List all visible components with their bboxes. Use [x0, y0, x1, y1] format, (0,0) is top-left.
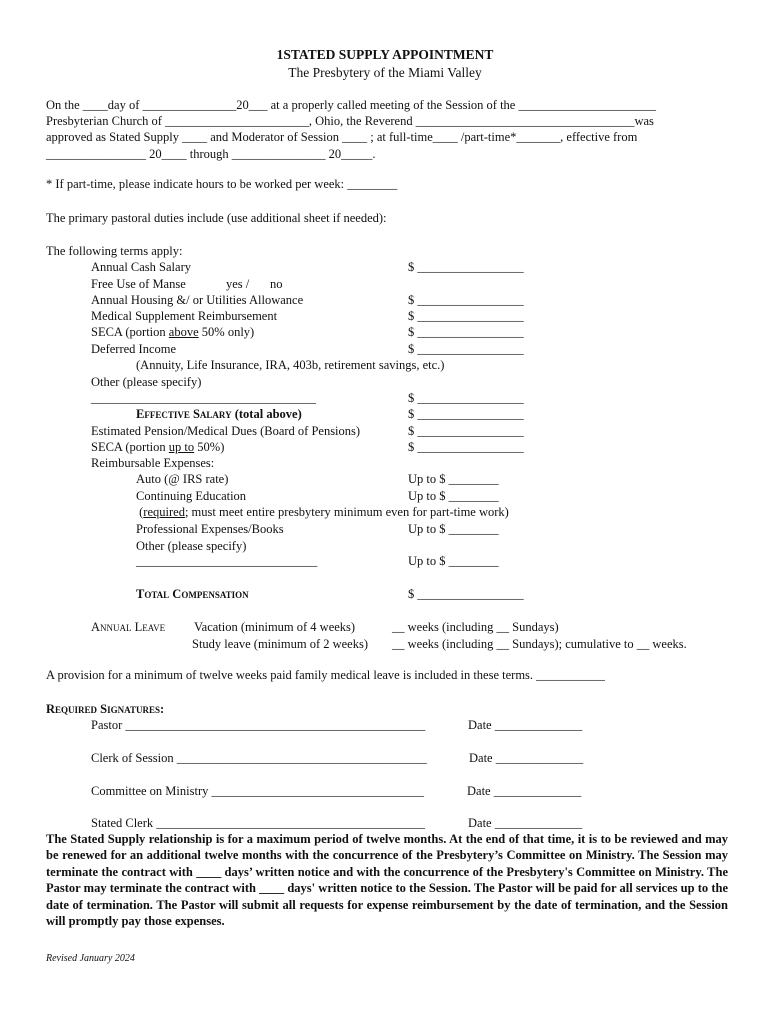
intro-line-4: ________________ 20____ through _______________ 20_____.: [46, 147, 376, 161]
clerk-date-line[interactable]: Date ______________: [469, 751, 584, 765]
deferred-income-note: (Annuity, Life Insurance, IRA, 403b, retirement savings, etc.): [136, 358, 445, 372]
closing-paragraph: The Stated Supply relationship is for a maximum period of twelve months. At the end of that time, it is to be reviewed and may be renewed for an additional twelve months with the concurrence of the Presbytery’s Committee on Ministry. The Session may terminate the contract with ____ days’ written notice and with the concurrence of the Presbytery's Committee on Ministry. The Pastor may terminate the contract with ____ days' written notice to the Session. The Pastor will be paid for all services up to the date of termination. The Pastor will submit all requests for expense reimbursement by the date of termination, and the Session will promptly pay those expenses.: [46, 832, 728, 929]
pastor-signature-line[interactable]: Pastor ________________________________________________: [91, 718, 426, 732]
duties-line: The primary pastoral duties include (use additional sheet if needed):: [46, 211, 387, 225]
seca-upto-field[interactable]: $ _________________: [408, 440, 524, 454]
effective-salary-label: [136, 406, 302, 422]
ce-note-text: ; must meet entire presbytery minimum even for part-time work): [184, 505, 509, 519]
stated-clerk-date-line[interactable]: Date ______________: [468, 816, 583, 830]
other-label: Other (please specify): [91, 375, 202, 389]
revision-note: Revised January 2024: [46, 953, 135, 964]
seca-above-label: [91, 324, 254, 340]
seca-above-emphasis: above: [168, 325, 199, 339]
reimbursable-expenses-label: Reimbursable Expenses:: [91, 456, 215, 470]
family-leave-line: A provision for a minimum of twelve weeks paid family medical leave is included in these terms. ___________: [46, 668, 605, 682]
seca-above-suffix: 50% only): [198, 325, 255, 339]
effective-salary-suffix: (total above): [231, 407, 302, 421]
annual-cash-salary-label: Annual Cash Salary: [91, 260, 191, 274]
professional-expenses-field[interactable]: Up to $ ________: [408, 522, 499, 536]
total-compensation-field[interactable]: $ _________________: [408, 587, 524, 601]
professional-expenses-label: Professional Expenses/Books: [136, 522, 284, 536]
intro-line-2: Presbyterian Church of _______________________, Ohio, the Reverend ___________________________________was: [46, 114, 654, 128]
document-subtitle: The Presbytery of the Miami Valley: [288, 65, 482, 80]
continuing-education-label: Continuing Education: [136, 489, 247, 503]
deferred-income-field[interactable]: $ _________________: [408, 342, 524, 356]
medical-supplement-label: Medical Supplement Reimbursement: [91, 309, 278, 323]
vacation-label: Vacation (minimum of 4 weeks): [194, 620, 356, 634]
stated-clerk-signature-line[interactable]: Stated Clerk ___________________________________________: [91, 816, 426, 830]
pension-dues-field[interactable]: $ _________________: [408, 424, 524, 438]
housing-allowance-label: Annual Housing &/ or Utilities Allowance: [91, 293, 304, 307]
pastor-date-line[interactable]: Date ______________: [468, 718, 583, 732]
other-specify-value-field[interactable]: Up to $ ________: [408, 554, 499, 568]
manse-yes-option[interactable]: yes /: [226, 277, 250, 291]
signatures-heading: Required Signatures:: [46, 702, 165, 716]
terms-intro: The following terms apply:: [46, 244, 183, 258]
seca-upto-prefix: SECA (portion: [91, 440, 169, 454]
vacation-terms-field[interactable]: __ weeks (including __ Sundays): [392, 620, 559, 634]
continuing-education-field[interactable]: Up to $ ________: [408, 489, 499, 503]
free-manse-label: Free Use of Manse: [91, 277, 186, 291]
document-title: 1STATED SUPPLY APPOINTMENT: [276, 47, 494, 62]
total-compensation-label: Total Compensation: [136, 587, 249, 601]
other-value-field[interactable]: $ _________________: [408, 391, 524, 405]
seca-upto-emphasis: up to: [168, 440, 195, 454]
continuing-education-note: (required; must meet entire presbytery minimum even for part-time work): [136, 505, 509, 519]
effective-salary-field[interactable]: $ _________________: [408, 407, 524, 421]
committee-signature-line[interactable]: Committee on Ministry __________________________________: [91, 784, 424, 798]
other-blank-field[interactable]: ____________________________________: [91, 391, 316, 405]
intro-line-1: On the ____day of _______________20___ at a properly called meeting of the Session of the ______________________: [46, 98, 656, 112]
clerk-signature-line[interactable]: Clerk of Session ________________________________________: [91, 751, 427, 765]
study-leave-label: Study leave (minimum of 2 weeks): [192, 637, 369, 651]
study-leave-terms-field[interactable]: __ weeks (including __ Sundays); cumulative to __ weeks.: [392, 637, 687, 651]
seca-above-field[interactable]: $ _________________: [408, 325, 524, 339]
seca-upto-label: [91, 439, 224, 455]
manse-no-option[interactable]: no: [270, 277, 283, 291]
ce-required-emphasis: required: [143, 505, 185, 519]
medical-supplement-field[interactable]: $ _________________: [408, 309, 524, 323]
committee-date-line[interactable]: Date ______________: [467, 784, 582, 798]
housing-allowance-field[interactable]: $ _________________: [408, 293, 524, 307]
annual-leave-label: Annual Leave: [91, 620, 166, 634]
seca-upto-suffix: 50%): [194, 440, 225, 454]
seca-above-prefix: SECA (portion: [91, 325, 169, 339]
part-time-note: * If part-time, please indicate hours to be worked per week: ________: [46, 177, 398, 191]
other-specify-label: Other (please specify): [136, 539, 247, 553]
deferred-income-label: Deferred Income: [91, 342, 177, 356]
intro-line-3: approved as Stated Supply ____ and Moderator of Session ____ ; at full-time____ /part-time*_______, effective from: [46, 130, 638, 144]
auto-label: Auto (@ IRS rate): [136, 472, 229, 486]
pension-dues-label: Estimated Pension/Medical Dues (Board of Pensions): [91, 424, 361, 438]
annual-cash-salary-field[interactable]: $ _________________: [408, 260, 524, 274]
other-specify-blank-field[interactable]: _____________________________: [136, 554, 318, 568]
auto-field[interactable]: Up to $ ________: [408, 472, 499, 486]
effective-salary-text: Effective Salary: [136, 407, 232, 421]
